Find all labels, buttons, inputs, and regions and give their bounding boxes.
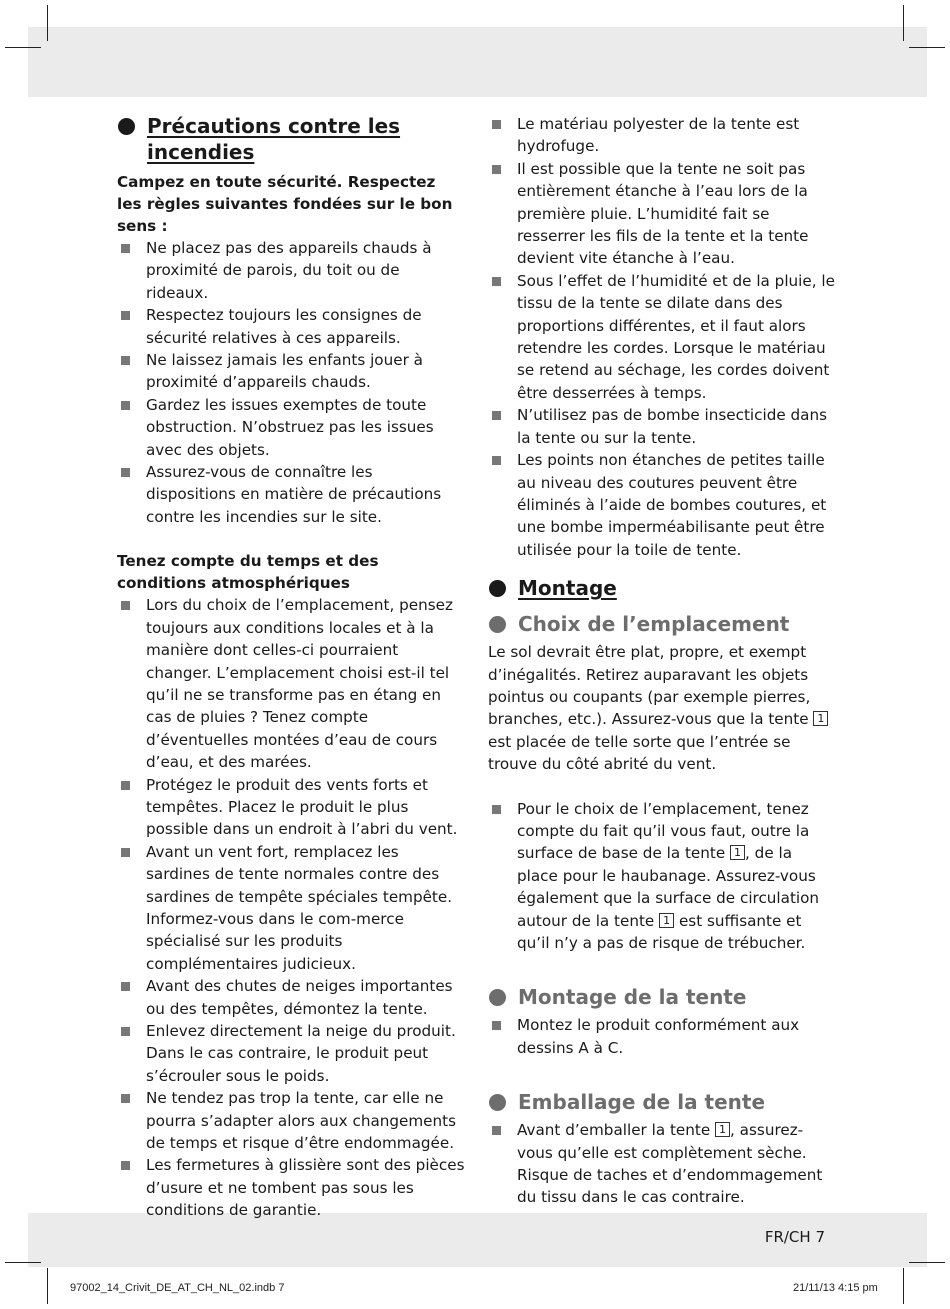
list-item: Avant un vent fort, remplacez les sardines de tente normales contre des sardines de tempête spéciales tempête. Informez-vous dans le com-merce spécialisé sur les produits complémentaires judicieux. (117, 841, 465, 975)
list-item: Protégez le produit des vents forts et tempêtes. Placez le produit le plus possible dans un endroit à l’abri du vent. (117, 774, 465, 841)
bullet-dot-icon (489, 1094, 506, 1111)
crop-mark (909, 47, 945, 48)
crop-mark (909, 1262, 945, 1263)
list-item: Ne tendez pas trop la tente, car elle ne pourra s’adapter alors aux changements de temps et risque d’être endommagée. (117, 1087, 465, 1154)
weather-list (117, 594, 465, 1221)
fire-list (117, 237, 465, 528)
print-slug-date: 21/11/13 4:15 pm (793, 1282, 878, 1294)
tent-reference-number: 1 (659, 913, 674, 928)
list-item: Respectez toujours les consignes de sécurité relatives à ces appareils. (117, 304, 465, 349)
list-item: Avant des chutes de neiges importantes ou des tempêtes, démontez la tente. (117, 975, 465, 1020)
packing-heading: Emballage de la tente (488, 1089, 836, 1115)
header-band (28, 27, 927, 97)
crop-mark (5, 47, 41, 48)
crop-mark (903, 1268, 904, 1304)
list-item: Le matériau polyester de la tente est hydrofuge. (488, 113, 836, 158)
right-column (488, 113, 836, 1209)
crop-mark (47, 1268, 48, 1304)
list-item: Les points non étanches de petites taille au niveau des coutures peuvent être éliminés à l’aide de bombes coutures, et une bombe imperméabilisante peut être utilisée pour la toile de tente. (488, 449, 836, 561)
bullet-dot-icon (489, 580, 506, 597)
packing-list (488, 1119, 836, 1209)
left-column (117, 113, 465, 1222)
list-item: Ne placez pas des appareils chauds à proximité de parois, du toit ou de rideaux. (117, 237, 465, 304)
list-item: Avant d’emballer la tente 1 , assurez-vous qu’elle est complètement sèche. Risque de taches et d’endommagement du tissu dans le cas contraire. (488, 1119, 836, 1209)
site-choice-heading: Choix de l’emplacement (488, 611, 836, 637)
montage-heading: Montage (488, 575, 836, 601)
tent-reference-number: 1 (813, 711, 828, 726)
crop-mark (5, 1262, 41, 1263)
tent-reference-number: 1 (715, 1122, 730, 1137)
site-list (488, 798, 836, 955)
tent-reference-number: 1 (730, 845, 745, 860)
weather-heading: Tenez compte du temps et des conditions atmosphériques (117, 552, 379, 593)
bullet-dot-icon (489, 989, 506, 1006)
print-slug-file: 97002_14_Crivit_DE_AT_CH_NL_02.indb 7 (70, 1282, 285, 1294)
list-item: Gardez les issues exemptes de toute obstruction. N’obstruez pas les issues avec des objets. (117, 394, 465, 461)
fire-intro: Campez en toute sécurité. Respectez les règles suivantes fondées sur le bon sens : (117, 173, 453, 235)
site-paragraph: Le sol devrait être plat, propre, et exempt d’inégalités. Retirez auparavant les objets pointus ou coupants (par exemple pierres, branches, etc.). Assurez-vous que la tente 1 est placée de telle sorte que l’entrée se trouve du côté abrité du vent. (488, 641, 836, 775)
list-item: Montez le produit conformément aux dessins A à C. (488, 1014, 836, 1059)
list-item: Ne laissez jamais les enfants jouer à proximité d’appareils chauds. (117, 349, 465, 394)
crop-mark (47, 5, 48, 41)
fire-precautions-heading: Précautions contre les incendies (117, 113, 465, 165)
list-item: Pour le choix de l’emplacement, tenez compte du fait qu’il vous faut, outre la surface de base de la tente 1 , de la place pour le haubanage. Assurez-vous également que la surface de circulation autour de la tente 1 est suffisante et qu’il n’y a pas de risque de trébucher. (488, 798, 836, 955)
tent-material-list (488, 113, 836, 561)
list-item: N’utilisez pas de bombe insecticide dans la tente ou sur la tente. (488, 404, 836, 449)
page-number: FR/CH 7 (764, 1228, 825, 1246)
list-item: Enlevez directement la neige du produit. Dans le cas contraire, le produit peut s’écrouler sous le poids. (117, 1020, 465, 1087)
list-item: Les fermetures à glissière sont des pièces d’usure et ne tombent pas sous les conditions de garantie. (117, 1154, 465, 1221)
list-item: Sous l’effet de l’humidité et de la pluie, le tissu de la tente se dilate dans des proportions différentes, et il faut alors retendre les cordes. Lorsque le matériau se retend au séchage, les cordes doivent être desserrées à temps. (488, 270, 836, 404)
list-item: Lors du choix de l’emplacement, pensez toujours aux conditions locales et à la manière dont celles-ci pourraient changer. L’emplacement choisi est-il tel qu’il ne se transforme pas en étang en cas de pluies ? Tenez compte d’éventuelles montées d’eau de cours d’eau, et des marées. (117, 594, 465, 773)
list-item: Il est possible que la tente ne soit pas entièrement étanche à l’eau lors de la première pluie. L’humidité fait se resserrer les fils de la tente et la tente devient vite étanche à l’eau. (488, 158, 836, 270)
setup-list (488, 1014, 836, 1059)
setup-heading: Montage de la tente (488, 984, 836, 1010)
bullet-dot-icon (118, 118, 135, 135)
list-item: Assurez-vous de connaître les dispositions en matière de précautions contre les incendies sur le site. (117, 461, 465, 528)
crop-mark (903, 5, 904, 41)
bullet-dot-icon (489, 616, 506, 633)
